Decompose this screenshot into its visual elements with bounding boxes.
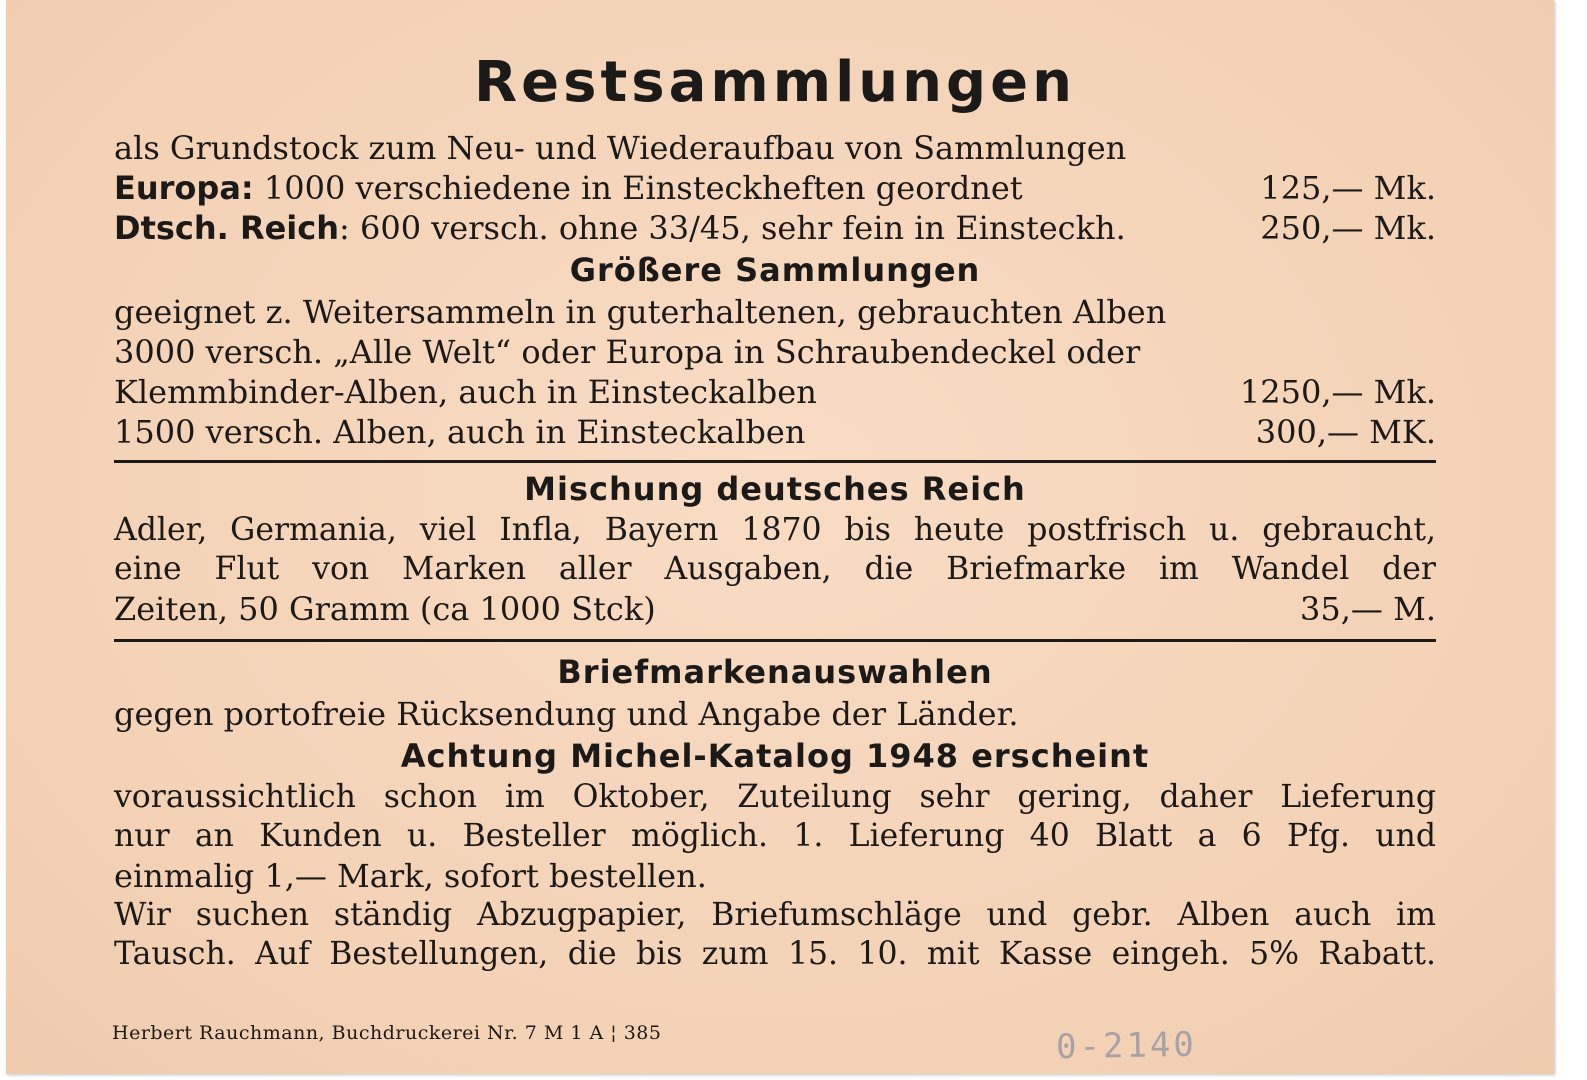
list-item	[114, 589, 1436, 629]
section-heading: Größere Sammlungen	[569, 251, 981, 289]
section-heading: Briefmarkenauswahlen	[557, 653, 993, 691]
printer-imprint: Herbert Rauchmann, Buchdruckerei Nr. 7 M 1 A ¦ 385	[112, 1022, 662, 1044]
item-label: Dtsch. Reich	[114, 209, 340, 247]
item-price: 1250,— Mk.	[1239, 373, 1436, 411]
price-list-content	[114, 40, 1436, 974]
item-price: 250,— Mk.	[1260, 209, 1436, 247]
pencil-note: 0-2140	[1055, 1024, 1198, 1068]
item-label: Europa:	[114, 169, 254, 207]
divider	[114, 639, 1436, 642]
text-line: geeignet z. Weitersammeln in guterhaltenen, gebrauchten Alben	[114, 293, 1167, 331]
list-item	[114, 372, 1436, 412]
divider	[114, 460, 1436, 463]
text-line: nur an Kunden u. Besteller möglich. 1. Lieferung 40 Blatt a 6 Pfg. und	[114, 818, 1436, 854]
item-price: 125,— Mk.	[1260, 169, 1436, 207]
text-line: Wir suchen ständig Abzugpapier, Briefumschläge und gebr. Alben auch im	[114, 897, 1436, 933]
item-text: 1000 verschiedene in Einsteckheften geordnet	[263, 169, 1023, 207]
list-item	[114, 168, 1436, 208]
section-heading: Achtung Michel-Katalog 1948 erscheint	[400, 737, 1150, 775]
price-list-card	[6, 0, 1554, 1074]
text-line: einmalig 1,— Mark, sofort bestellen.	[114, 857, 707, 895]
item-text: Zeiten, 50 Gramm (ca 1000 Stck)	[114, 590, 656, 628]
text-line: 3000 versch. „Alle Welt“ oder Europa in Schraubendeckel oder	[114, 333, 1141, 371]
list-item	[114, 412, 1436, 452]
text-line: Tausch. Auf Bestellungen, die bis zum 15. 10. mit Kasse eingeh. 5% Rabatt.	[114, 936, 1436, 972]
text-line: Adler, Germania, viel Infla, Bayern 1870 bis heute postfrisch u. gebraucht,	[114, 512, 1436, 548]
item-price: 35,— M.	[1300, 590, 1436, 628]
item-text: : 600 versch. ohne 33/45, sehr fein in Einsteckh.	[339, 209, 1126, 247]
page-title: Restsammlungen	[474, 50, 1076, 115]
item-text: Klemmbinder-Alben, auch in Einsteckalben	[114, 373, 817, 411]
text-line: eine Flut von Marken aller Ausgaben, die Briefmarke im Wandel der	[114, 551, 1436, 587]
item-price: 300,— MK.	[1255, 413, 1436, 451]
text-line: voraussichtlich schon im Oktober, Zuteilung sehr gering, daher Lieferung	[114, 779, 1436, 815]
section-heading: Mischung deutsches Reich	[524, 470, 1026, 508]
intro-line: als Grundstock zum Neu- und Wiederaufbau von Sammlungen	[114, 129, 1127, 167]
list-item	[114, 208, 1436, 248]
item-text: 1500 versch. Alben, auch in Einsteckalben	[114, 413, 806, 451]
text-line: gegen portofreie Rücksendung und Angabe der Länder.	[114, 695, 1019, 733]
